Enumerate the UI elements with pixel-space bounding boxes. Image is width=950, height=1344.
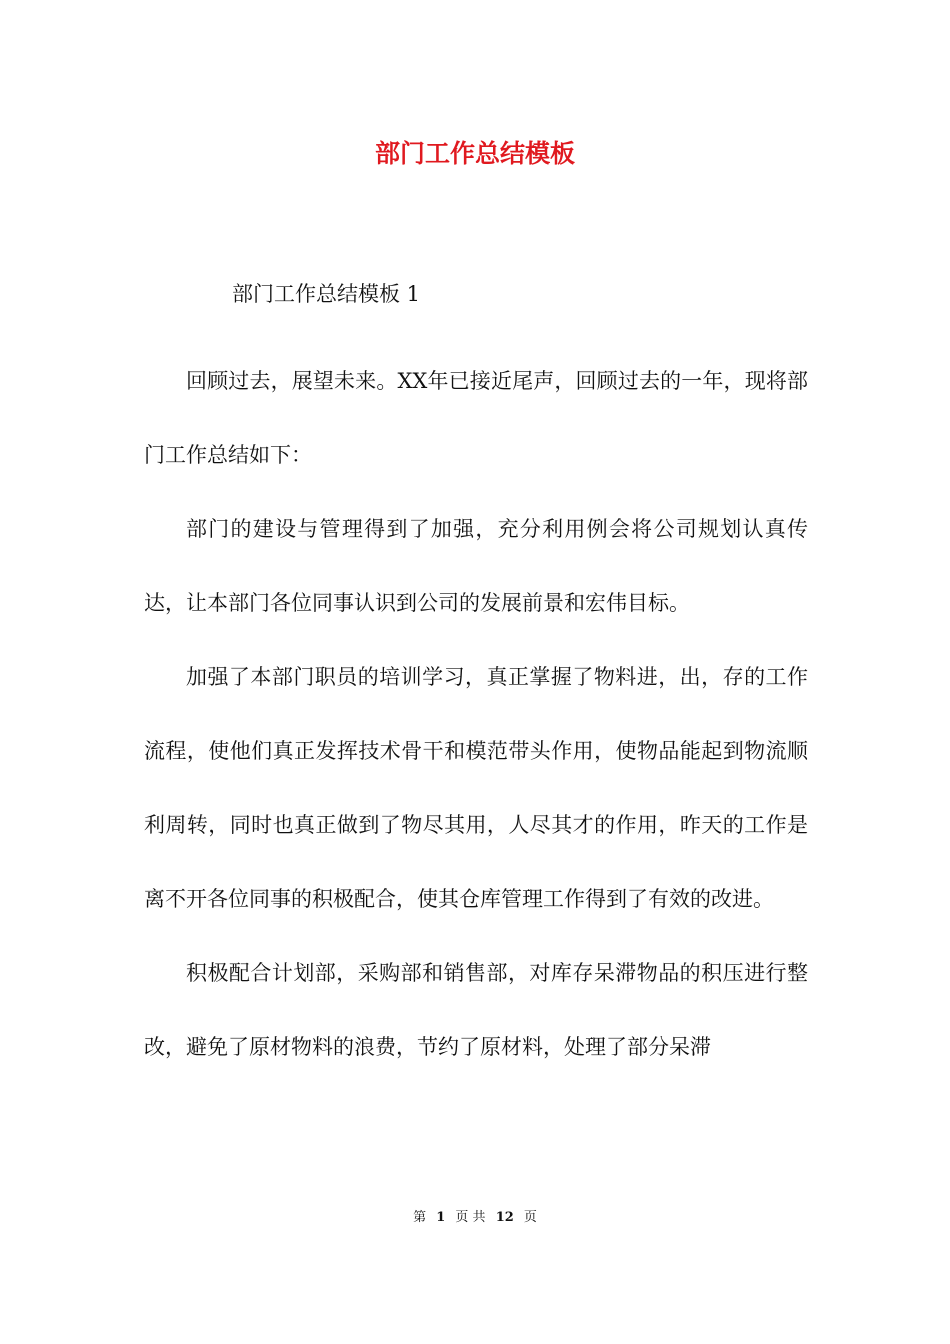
footer-middle: 页 共: [455, 1210, 486, 1225]
footer-total-pages: 12: [495, 1210, 514, 1225]
document-body: [144, 270, 808, 1084]
section-heading: 部门工作总结模板 1: [232, 282, 421, 306]
paragraph-1: 回顾过去，展望未来。XX年已接近尾声，回顾过去的一年，现将部门工作总结如下：: [144, 369, 808, 467]
document-title: 部门工作总结模板: [374, 139, 575, 168]
footer-prefix: 第: [413, 1210, 427, 1225]
footer-suffix: 页: [523, 1210, 537, 1225]
paragraph-4: 积极配合计划部，采购部和销售部，对库存呆滞物品的积压进行整改，避免了原材物料的浪费，节约了原材料，处理了部分呆滞: [144, 961, 808, 1059]
page-footer: [0, 1208, 950, 1228]
footer-current-page: 1: [436, 1210, 446, 1225]
paragraph-3: 加强了本部门职员的培训学习，真正掌握了物料进，出，存的工作流程，使他们真正发挥技术骨干和模范带头作用，使物品能起到物流顺利周转，同时也真正做到了物尽其用，人尽其才的作用，昨天的工作是离不开各位同事的积极配合，使其仓库管理工作得到了有效的改进。: [144, 665, 808, 911]
paragraph-2: 部门的建设与管理得到了加强，充分利用例会将公司规划认真传达，让本部门各位同事认识到公司的发展前景和宏伟目标。: [144, 517, 808, 615]
